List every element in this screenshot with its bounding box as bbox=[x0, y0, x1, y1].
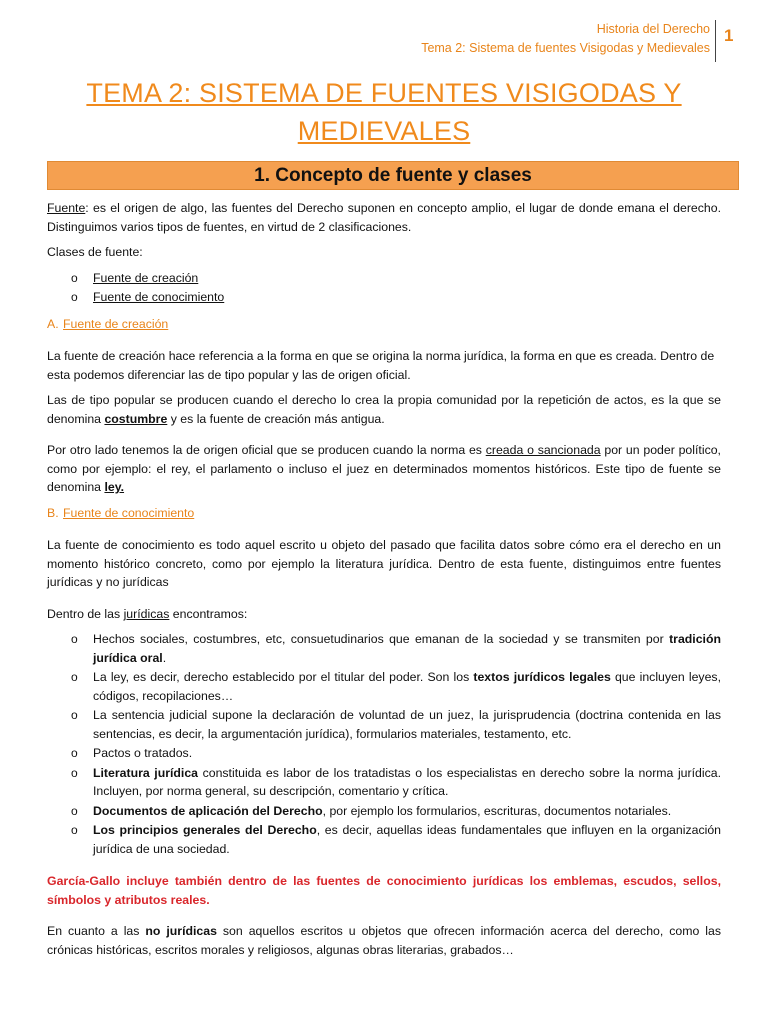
list-item: o Los principios generales del Derecho, es decir, aquellas ideas fundamentales que influyen en la organización jurídica de una sociedad. bbox=[71, 823, 721, 856]
conocimiento-paragraph-2: Dentro de las jurídicas encontramos: bbox=[47, 606, 248, 621]
list-item: o Fuente de creación bbox=[47, 269, 721, 288]
document-body bbox=[47, 199, 721, 966]
subheading-b: B. Fuente de conocimiento bbox=[47, 505, 195, 520]
clases-label: Clases de fuente: bbox=[47, 245, 143, 259]
intro-text: : es el origen de algo, las fuentes del Derecho suponen en concepto amplio, el lugar de donde emana el derecho. Distinguimos varios tipos de fuentes, en virtud de 2 clasificaciones. bbox=[47, 201, 721, 234]
creacion-paragraph-1: La fuente de creación hace referencia a la forma en que se origina la norma jurídica, la forma en que es creada. Dentro de esta podemos diferenciar las de tipo popular y las de origen oficial. bbox=[47, 349, 715, 382]
bullet-icon: o bbox=[71, 270, 78, 285]
list-item: o Documentos de aplicación del Derecho, por ejemplo los formularios, escrituras, documentos notariales. bbox=[47, 802, 721, 821]
intro-paragraph bbox=[47, 199, 721, 236]
juridicas-term: jurídicas bbox=[123, 606, 170, 621]
no-juridicas-term: no jurídicas bbox=[145, 924, 217, 938]
section-heading: 1. Concepto de fuente y clases bbox=[47, 161, 739, 190]
juridicas-list bbox=[47, 630, 721, 858]
header-course: Historia del Derecho bbox=[596, 22, 710, 36]
bullet-icon: o bbox=[71, 632, 78, 646]
bullet-icon: o bbox=[71, 670, 78, 684]
list-item: o Fuente de conocimiento bbox=[47, 288, 721, 307]
no-juridicas-paragraph: En cuanto a las no jurídicas son aquellos escritos u objetos que ofrecen información acerca del derecho, como las crónicas históricas, escritos morales y religiosos, algunas obras literarias, grabados… bbox=[47, 924, 721, 957]
creacion-paragraph-3: Por otro lado tenemos la de origen oficial que se producen cuando la norma es creada o sancionada por un poder político, como por ejemplo: el rey, el parlamento o incluso el juez en determinados momentos históricos. Este tipo de fuente se denomina ley. bbox=[47, 443, 721, 494]
fuente-term: Fuente bbox=[47, 201, 86, 215]
list-item: o Hechos sociales, costumbres, etc, consuetudinarios que emanan de la sociedad y se transmiten por tradición jurídica oral. bbox=[71, 632, 721, 665]
page-title: TEMA 2: SISTEMA DE FUENTES VISIGODAS Y MEDIEVALES bbox=[86, 78, 682, 146]
list-item: o Pactos o tratados. bbox=[47, 744, 721, 763]
creacion-paragraph-2: Las de tipo popular se producen cuando el derecho lo crea la propia comunidad por la repetición de actos, es la que se denomina costumbre y es la fuente de creación más antigua. bbox=[47, 393, 721, 426]
list-item: o Literatura jurídica constituida es labor de los tratadistas o los especialistas en derecho sobre la norma jurídica. Incluyen, por norma general, su descripción, comentario y crítica. bbox=[71, 765, 721, 798]
conocimiento-paragraph-1: La fuente de conocimiento es todo aquel escrito u objeto del pasado que facilita datos sobre cómo era el derecho en un momento histórico concreto, como por ejemplo la literatura jurídica. Dentro de esta fuente, distinguimos entre fuentes jurídicas y no jurídicas bbox=[47, 538, 721, 589]
bullet-icon: o bbox=[71, 803, 78, 818]
bullet-icon: o bbox=[71, 746, 78, 760]
clases-list bbox=[47, 269, 721, 307]
bullet-icon: o bbox=[71, 823, 78, 837]
creada-term: creada o sancionada bbox=[485, 443, 601, 457]
garcia-gallo-note: García-Gallo incluye también dentro de las fuentes de conocimiento jurídicas los emblemas, escudos, sellos, símbolos y atributos reales. bbox=[47, 874, 721, 907]
costumbre-term: costumbre bbox=[104, 411, 168, 426]
list-item: o La ley, es decir, derecho establecido por el titular del poder. Son los textos jurídicos legales que incluyen leyes, códigos, recopilaciones… bbox=[71, 670, 721, 703]
bullet-icon: o bbox=[71, 708, 78, 722]
bullet-icon: o bbox=[71, 765, 78, 780]
running-header bbox=[421, 20, 710, 58]
bullet-icon: o bbox=[71, 290, 78, 304]
page-number: 1 bbox=[724, 26, 734, 45]
header-divider bbox=[715, 20, 716, 62]
subheading-a: A. Fuente de creación bbox=[47, 316, 169, 331]
list-item: o La sentencia judicial supone la declaración de voluntad de un juez, la jurisprudencia (doctrina contenida en las sentencias, es decir, la argumentación jurídica), formularios materiales, testamento, etc. bbox=[71, 708, 721, 741]
ley-term: ley. bbox=[104, 480, 125, 494]
header-topic: Tema 2: Sistema de fuentes Visigodas y Medievales bbox=[421, 41, 710, 55]
